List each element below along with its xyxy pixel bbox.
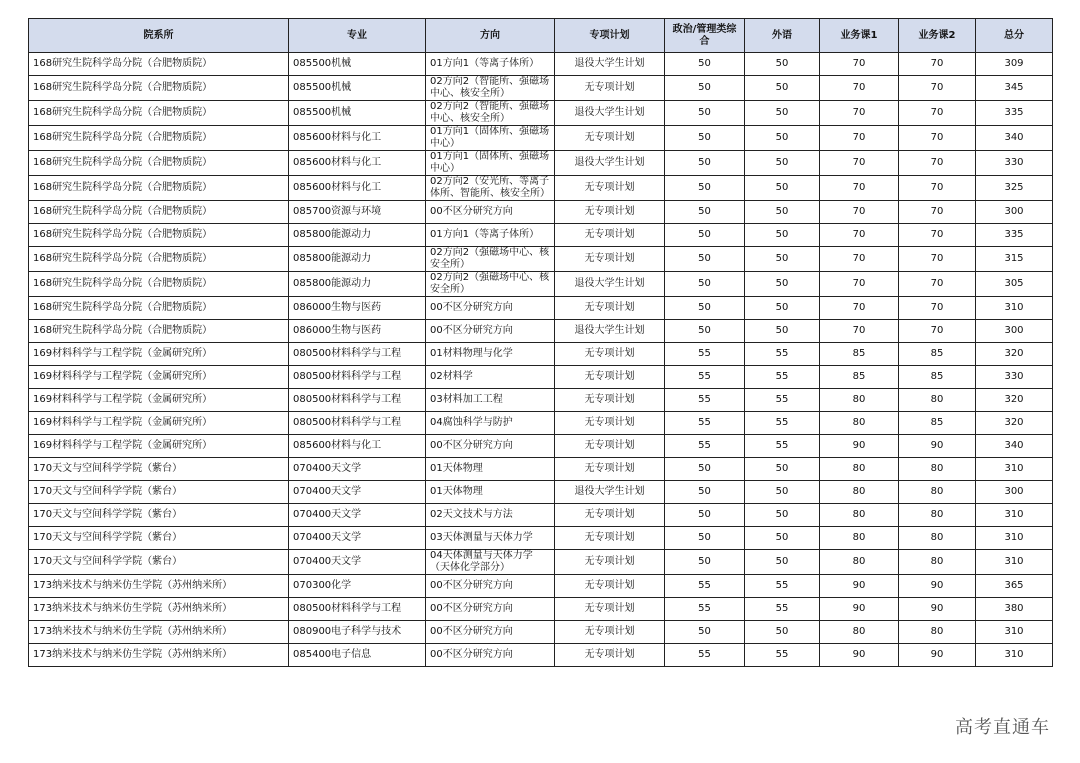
table-row <box>29 201 1053 224</box>
politics-cell: 50 <box>665 126 745 151</box>
course-2-cell: 70 <box>899 297 976 320</box>
politics-cell: 55 <box>665 575 745 598</box>
course-2-cell: 70 <box>899 126 976 151</box>
course-1-cell: 70 <box>820 76 899 101</box>
table-body <box>29 53 1053 667</box>
direction-cell: 04腐蚀科学与防护 <box>426 412 555 435</box>
major-cell: 080500材料科学与工程 <box>289 598 426 621</box>
course-2-cell: 70 <box>899 151 976 176</box>
table-row <box>29 621 1053 644</box>
special-plan-cell: 无专项计划 <box>555 247 665 272</box>
total-cell: 365 <box>976 575 1053 598</box>
politics-cell: 50 <box>665 151 745 176</box>
department-cell: 168研究生院科学岛分院（合肥物质院） <box>29 247 289 272</box>
course-2-cell: 80 <box>899 550 976 575</box>
total-cell: 320 <box>976 389 1053 412</box>
major-cell: 086000生物与医药 <box>289 320 426 343</box>
major-cell: 085600材料与化工 <box>289 435 426 458</box>
politics-cell: 55 <box>665 343 745 366</box>
major-cell: 070400天文学 <box>289 458 426 481</box>
special-plan-cell: 退役大学生计划 <box>555 101 665 126</box>
major-cell: 070400天文学 <box>289 550 426 575</box>
foreign-language-cell: 55 <box>745 366 820 389</box>
politics-cell: 50 <box>665 621 745 644</box>
total-cell: 310 <box>976 621 1053 644</box>
politics-cell: 55 <box>665 644 745 667</box>
foreign-language-cell: 50 <box>745 224 820 247</box>
course-2-cell: 80 <box>899 458 976 481</box>
politics-cell: 50 <box>665 320 745 343</box>
header-special-plan: 专项计划 <box>555 19 665 53</box>
foreign-language-cell: 55 <box>745 389 820 412</box>
department-cell: 168研究生院科学岛分院（合肥物质院） <box>29 320 289 343</box>
course-2-cell: 80 <box>899 481 976 504</box>
foreign-language-cell: 50 <box>745 550 820 575</box>
foreign-language-cell: 55 <box>745 575 820 598</box>
special-plan-cell: 无专项计划 <box>555 343 665 366</box>
course-2-cell: 70 <box>899 176 976 201</box>
course-1-cell: 90 <box>820 644 899 667</box>
table-row <box>29 504 1053 527</box>
course-2-cell: 70 <box>899 247 976 272</box>
course-1-cell: 70 <box>820 126 899 151</box>
course-2-cell: 85 <box>899 343 976 366</box>
department-cell: 170天文与空间科学学院（紫台） <box>29 481 289 504</box>
header-direction: 方向 <box>426 19 555 53</box>
politics-cell: 50 <box>665 458 745 481</box>
special-plan-cell: 无专项计划 <box>555 76 665 101</box>
special-plan-cell: 无专项计划 <box>555 550 665 575</box>
course-2-cell: 85 <box>899 412 976 435</box>
special-plan-cell: 无专项计划 <box>555 389 665 412</box>
special-plan-cell: 无专项计划 <box>555 176 665 201</box>
special-plan-cell: 无专项计划 <box>555 366 665 389</box>
direction-cell: 00不区分研究方向 <box>426 297 555 320</box>
course-1-cell: 70 <box>820 151 899 176</box>
table-row <box>29 550 1053 575</box>
course-2-cell: 90 <box>899 644 976 667</box>
department-cell: 170天文与空间科学学院（紫台） <box>29 527 289 550</box>
total-cell: 335 <box>976 101 1053 126</box>
direction-cell: 00不区分研究方向 <box>426 598 555 621</box>
header-foreign-language: 外语 <box>745 19 820 53</box>
department-cell: 168研究生院科学岛分院（合肥物质院） <box>29 272 289 297</box>
direction-cell: 01方向1（等离子体所） <box>426 224 555 247</box>
course-2-cell: 70 <box>899 320 976 343</box>
course-2-cell: 70 <box>899 272 976 297</box>
politics-cell: 50 <box>665 101 745 126</box>
table-row <box>29 527 1053 550</box>
major-cell: 085800能源动力 <box>289 224 426 247</box>
foreign-language-cell: 50 <box>745 272 820 297</box>
course-2-cell: 70 <box>899 224 976 247</box>
course-2-cell: 80 <box>899 621 976 644</box>
foreign-language-cell: 55 <box>745 412 820 435</box>
header-total: 总分 <box>976 19 1053 53</box>
table-row <box>29 224 1053 247</box>
politics-cell: 50 <box>665 550 745 575</box>
course-2-cell: 90 <box>899 435 976 458</box>
total-cell: 320 <box>976 343 1053 366</box>
foreign-language-cell: 50 <box>745 101 820 126</box>
foreign-language-cell: 50 <box>745 621 820 644</box>
special-plan-cell: 无专项计划 <box>555 527 665 550</box>
course-1-cell: 80 <box>820 389 899 412</box>
foreign-language-cell: 50 <box>745 126 820 151</box>
course-1-cell: 80 <box>820 550 899 575</box>
course-2-cell: 80 <box>899 389 976 412</box>
special-plan-cell: 无专项计划 <box>555 575 665 598</box>
total-cell: 310 <box>976 527 1053 550</box>
direction-cell: 02方向2（智能所、强磁场中心、核安全所） <box>426 76 555 101</box>
special-plan-cell: 退役大学生计划 <box>555 320 665 343</box>
table-row <box>29 458 1053 481</box>
department-cell: 168研究生院科学岛分院（合肥物质院） <box>29 201 289 224</box>
department-cell: 173纳米技术与纳米仿生学院（苏州纳米所） <box>29 644 289 667</box>
department-cell: 168研究生院科学岛分院（合肥物质院） <box>29 53 289 76</box>
special-plan-cell: 无专项计划 <box>555 126 665 151</box>
special-plan-cell: 无专项计划 <box>555 412 665 435</box>
foreign-language-cell: 55 <box>745 435 820 458</box>
major-cell: 085500机械 <box>289 76 426 101</box>
course-1-cell: 70 <box>820 247 899 272</box>
course-2-cell: 70 <box>899 101 976 126</box>
course-2-cell: 85 <box>899 366 976 389</box>
course-2-cell: 90 <box>899 575 976 598</box>
foreign-language-cell: 50 <box>745 76 820 101</box>
course-2-cell: 80 <box>899 527 976 550</box>
special-plan-cell: 无专项计划 <box>555 504 665 527</box>
department-cell: 168研究生院科学岛分院（合肥物质院） <box>29 101 289 126</box>
major-cell: 070400天文学 <box>289 504 426 527</box>
course-1-cell: 85 <box>820 343 899 366</box>
total-cell: 340 <box>976 126 1053 151</box>
table-row <box>29 76 1053 101</box>
direction-cell: 02材料学 <box>426 366 555 389</box>
course-1-cell: 85 <box>820 366 899 389</box>
total-cell: 380 <box>976 598 1053 621</box>
major-cell: 080900电子科学与技术 <box>289 621 426 644</box>
course-1-cell: 70 <box>820 224 899 247</box>
major-cell: 080500材料科学与工程 <box>289 412 426 435</box>
major-cell: 085600材料与化工 <box>289 176 426 201</box>
table-row <box>29 151 1053 176</box>
course-1-cell: 80 <box>820 481 899 504</box>
foreign-language-cell: 50 <box>745 53 820 76</box>
direction-cell: 00不区分研究方向 <box>426 320 555 343</box>
special-plan-cell: 无专项计划 <box>555 224 665 247</box>
course-2-cell: 70 <box>899 53 976 76</box>
special-plan-cell: 无专项计划 <box>555 458 665 481</box>
total-cell: 320 <box>976 412 1053 435</box>
course-1-cell: 80 <box>820 504 899 527</box>
major-cell: 085700资源与环境 <box>289 201 426 224</box>
department-cell: 170天文与空间科学学院（紫台） <box>29 504 289 527</box>
direction-cell: 01天体物理 <box>426 481 555 504</box>
total-cell: 330 <box>976 151 1053 176</box>
direction-cell: 01方向1（固体所、强磁场中心） <box>426 151 555 176</box>
course-1-cell: 90 <box>820 598 899 621</box>
total-cell: 335 <box>976 224 1053 247</box>
major-cell: 085600材料与化工 <box>289 126 426 151</box>
course-1-cell: 70 <box>820 320 899 343</box>
foreign-language-cell: 55 <box>745 598 820 621</box>
politics-cell: 55 <box>665 366 745 389</box>
special-plan-cell: 退役大学生计划 <box>555 272 665 297</box>
direction-cell: 03天体测量与天体力学 <box>426 527 555 550</box>
politics-cell: 50 <box>665 297 745 320</box>
course-1-cell: 70 <box>820 101 899 126</box>
direction-cell: 04天体测量与天体力学（天体化学部分） <box>426 550 555 575</box>
department-cell: 168研究生院科学岛分院（合肥物质院） <box>29 151 289 176</box>
course-2-cell: 90 <box>899 598 976 621</box>
major-cell: 086000生物与医药 <box>289 297 426 320</box>
total-cell: 310 <box>976 550 1053 575</box>
header-department: 院系所 <box>29 19 289 53</box>
special-plan-cell: 无专项计划 <box>555 644 665 667</box>
total-cell: 300 <box>976 201 1053 224</box>
course-1-cell: 70 <box>820 201 899 224</box>
department-cell: 173纳米技术与纳米仿生学院（苏州纳米所） <box>29 598 289 621</box>
department-cell: 170天文与空间科学学院（紫台） <box>29 550 289 575</box>
course-1-cell: 80 <box>820 458 899 481</box>
foreign-language-cell: 50 <box>745 504 820 527</box>
foreign-language-cell: 50 <box>745 527 820 550</box>
foreign-language-cell: 50 <box>745 320 820 343</box>
department-cell: 169材料科学与工程学院（金属研究所） <box>29 343 289 366</box>
direction-cell: 02天文技术与方法 <box>426 504 555 527</box>
department-cell: 168研究生院科学岛分院（合肥物质院） <box>29 76 289 101</box>
table-row <box>29 435 1053 458</box>
special-plan-cell: 退役大学生计划 <box>555 53 665 76</box>
table-row <box>29 53 1053 76</box>
score-table <box>28 18 1053 667</box>
department-cell: 173纳米技术与纳米仿生学院（苏州纳米所） <box>29 575 289 598</box>
politics-cell: 55 <box>665 389 745 412</box>
politics-cell: 50 <box>665 504 745 527</box>
course-1-cell: 90 <box>820 435 899 458</box>
table-row <box>29 320 1053 343</box>
foreign-language-cell: 50 <box>745 458 820 481</box>
special-plan-cell: 无专项计划 <box>555 598 665 621</box>
major-cell: 085400电子信息 <box>289 644 426 667</box>
course-1-cell: 70 <box>820 272 899 297</box>
foreign-language-cell: 50 <box>745 481 820 504</box>
major-cell: 085500机械 <box>289 53 426 76</box>
total-cell: 310 <box>976 504 1053 527</box>
politics-cell: 55 <box>665 412 745 435</box>
table-row <box>29 389 1053 412</box>
major-cell: 080500材料科学与工程 <box>289 389 426 412</box>
department-cell: 169材料科学与工程学院（金属研究所） <box>29 366 289 389</box>
politics-cell: 50 <box>665 481 745 504</box>
direction-cell: 01材料物理与化学 <box>426 343 555 366</box>
total-cell: 310 <box>976 297 1053 320</box>
special-plan-cell: 无专项计划 <box>555 435 665 458</box>
direction-cell: 02方向2（强磁场中心、核安全所） <box>426 272 555 297</box>
foreign-language-cell: 50 <box>745 176 820 201</box>
header-row <box>29 19 1053 53</box>
major-cell: 070300化学 <box>289 575 426 598</box>
course-1-cell: 80 <box>820 527 899 550</box>
foreign-language-cell: 50 <box>745 297 820 320</box>
department-cell: 168研究生院科学岛分院（合肥物质院） <box>29 224 289 247</box>
table-row <box>29 101 1053 126</box>
table-row <box>29 366 1053 389</box>
table-row <box>29 272 1053 297</box>
direction-cell: 03材料加工工程 <box>426 389 555 412</box>
major-cell: 085600材料与化工 <box>289 151 426 176</box>
header-course-2: 业务课2 <box>899 19 976 53</box>
total-cell: 300 <box>976 481 1053 504</box>
table-row <box>29 598 1053 621</box>
foreign-language-cell: 50 <box>745 247 820 272</box>
total-cell: 340 <box>976 435 1053 458</box>
direction-cell: 00不区分研究方向 <box>426 621 555 644</box>
watermark: 高考直通车 <box>955 717 1050 738</box>
direction-cell: 01方向1（固体所、强磁场中心） <box>426 126 555 151</box>
direction-cell: 00不区分研究方向 <box>426 435 555 458</box>
course-2-cell: 70 <box>899 76 976 101</box>
special-plan-cell: 无专项计划 <box>555 621 665 644</box>
major-cell: 085800能源动力 <box>289 247 426 272</box>
header-politics: 政治/管理类综合 <box>665 19 745 53</box>
major-cell: 085800能源动力 <box>289 272 426 297</box>
department-cell: 168研究生院科学岛分院（合肥物质院） <box>29 297 289 320</box>
foreign-language-cell: 50 <box>745 201 820 224</box>
major-cell: 070400天文学 <box>289 481 426 504</box>
direction-cell: 02方向2（安光所、等离子体所、智能所、核安全所） <box>426 176 555 201</box>
special-plan-cell: 无专项计划 <box>555 297 665 320</box>
course-1-cell: 70 <box>820 53 899 76</box>
total-cell: 305 <box>976 272 1053 297</box>
course-2-cell: 80 <box>899 504 976 527</box>
table-row <box>29 343 1053 366</box>
direction-cell: 00不区分研究方向 <box>426 644 555 667</box>
department-cell: 169材料科学与工程学院（金属研究所） <box>29 389 289 412</box>
table-row <box>29 644 1053 667</box>
politics-cell: 50 <box>665 247 745 272</box>
table-row <box>29 247 1053 272</box>
direction-cell: 00不区分研究方向 <box>426 575 555 598</box>
major-cell: 080500材料科学与工程 <box>289 343 426 366</box>
politics-cell: 50 <box>665 76 745 101</box>
department-cell: 169材料科学与工程学院（金属研究所） <box>29 435 289 458</box>
table-row <box>29 575 1053 598</box>
course-1-cell: 70 <box>820 176 899 201</box>
department-cell: 169材料科学与工程学院（金属研究所） <box>29 412 289 435</box>
special-plan-cell: 退役大学生计划 <box>555 151 665 176</box>
total-cell: 345 <box>976 76 1053 101</box>
course-1-cell: 80 <box>820 621 899 644</box>
politics-cell: 55 <box>665 435 745 458</box>
major-cell: 070400天文学 <box>289 527 426 550</box>
politics-cell: 50 <box>665 527 745 550</box>
politics-cell: 50 <box>665 201 745 224</box>
header-major: 专业 <box>289 19 426 53</box>
politics-cell: 50 <box>665 176 745 201</box>
total-cell: 330 <box>976 366 1053 389</box>
course-1-cell: 80 <box>820 412 899 435</box>
politics-cell: 50 <box>665 224 745 247</box>
major-cell: 080500材料科学与工程 <box>289 366 426 389</box>
course-2-cell: 70 <box>899 201 976 224</box>
politics-cell: 50 <box>665 53 745 76</box>
special-plan-cell: 退役大学生计划 <box>555 481 665 504</box>
table-row <box>29 481 1053 504</box>
politics-cell: 50 <box>665 272 745 297</box>
direction-cell: 00不区分研究方向 <box>426 201 555 224</box>
direction-cell: 01天体物理 <box>426 458 555 481</box>
total-cell: 310 <box>976 644 1053 667</box>
table-row <box>29 297 1053 320</box>
foreign-language-cell: 55 <box>745 644 820 667</box>
direction-cell: 01方向1（等离子体所） <box>426 53 555 76</box>
course-1-cell: 90 <box>820 575 899 598</box>
total-cell: 300 <box>976 320 1053 343</box>
total-cell: 310 <box>976 458 1053 481</box>
course-1-cell: 70 <box>820 297 899 320</box>
special-plan-cell: 无专项计划 <box>555 201 665 224</box>
total-cell: 309 <box>976 53 1053 76</box>
total-cell: 315 <box>976 247 1053 272</box>
department-cell: 168研究生院科学岛分院（合肥物质院） <box>29 126 289 151</box>
politics-cell: 55 <box>665 598 745 621</box>
header-course-1: 业务课1 <box>820 19 899 53</box>
direction-cell: 02方向2（强磁场中心、核安全所） <box>426 247 555 272</box>
foreign-language-cell: 55 <box>745 343 820 366</box>
total-cell: 325 <box>976 176 1053 201</box>
table-row <box>29 412 1053 435</box>
department-cell: 173纳米技术与纳米仿生学院（苏州纳米所） <box>29 621 289 644</box>
foreign-language-cell: 50 <box>745 151 820 176</box>
table-row <box>29 126 1053 151</box>
department-cell: 168研究生院科学岛分院（合肥物质院） <box>29 176 289 201</box>
major-cell: 085500机械 <box>289 101 426 126</box>
table-row <box>29 176 1053 201</box>
direction-cell: 02方向2（智能所、强磁场中心、核安全所） <box>426 101 555 126</box>
department-cell: 170天文与空间科学学院（紫台） <box>29 458 289 481</box>
